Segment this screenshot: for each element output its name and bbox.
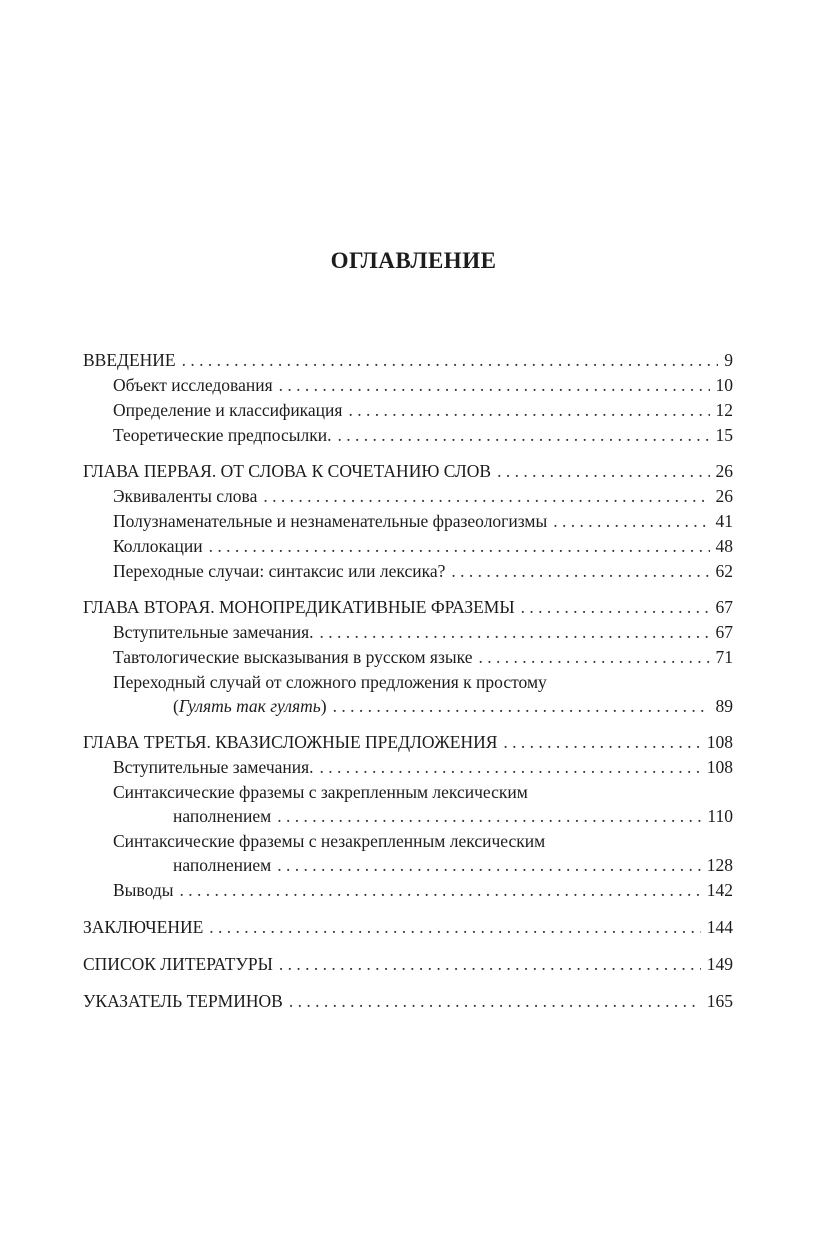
toc-entry-intro[interactable] [83,348,733,373]
dot-leader [348,398,709,423]
toc-entry-label: ВВЕДЕНИЕ [83,350,176,370]
dot-leader [320,620,710,645]
toc-entry-page: 26 [715,461,733,481]
toc-entry-page: 144 [706,917,733,937]
dot-leader [503,730,700,755]
toc-entry-intro-1[interactable] [83,373,733,398]
dot-leader [521,595,710,620]
toc-entry-index[interactable] [83,989,733,1014]
toc-entry-chapter-1-4[interactable] [83,559,733,584]
toc-entry-chapter-3-1[interactable] [83,755,733,780]
dot-leader [320,755,701,780]
dot-leader [279,952,701,977]
dot-leader [451,559,709,584]
toc-entry-page: 26 [715,486,733,506]
paren-open: ( [173,696,179,716]
toc-entry-page: 41 [715,511,733,531]
toc-entry-chapter-2-2[interactable] [83,645,733,670]
toc-entry-label: Вступительные замечания. [113,622,314,642]
toc-entry-label: Переходные случаи: синтаксис или лексика? [113,561,446,581]
dot-leader [497,459,709,484]
table-of-contents [83,348,733,1014]
toc-entry-conclusion[interactable] [83,915,733,940]
toc-entry-page: 62 [715,561,733,581]
dot-leader [279,373,710,398]
toc-entry-label: СПИСОК ЛИТЕРАТУРЫ [83,954,273,974]
dot-leader [479,645,710,670]
toc-entry-chapter-3-2-line1[interactable] [83,780,733,804]
toc-entry-page: 10 [715,375,733,395]
toc-entry-label-continued: наполнением [173,806,272,826]
italic-example: Гулять так гулять [178,696,321,716]
toc-entry-chapter-3-4[interactable] [83,878,733,903]
toc-entry-label: Коллокации [113,536,203,556]
toc-entry-label: Синтаксические фраземы с незакрепленным лексическим [113,831,546,851]
toc-entry-page: 15 [715,425,733,445]
toc-entry-page: 149 [706,954,733,974]
toc-entry-page: 67 [715,622,733,642]
toc-entry-page: 48 [715,536,733,556]
toc-entry-label: Эквиваленты слова [113,486,258,506]
toc-entry-label-continued [173,694,327,719]
toc-entry-page: 9 [724,350,733,370]
toc-entry-chapter-2[interactable] [83,595,733,620]
toc-entry-label: Определение и классификация [113,400,343,420]
toc-entry-chapter-3-3-line1[interactable] [83,829,733,853]
toc-entry-chapter-3[interactable] [83,730,733,755]
dot-leader [182,348,719,373]
toc-entry-label: Выводы [113,880,174,900]
toc-entry-page: 12 [715,400,733,420]
toc-entry-label: УКАЗАТЕЛЬ ТЕРМИНОВ [83,991,283,1011]
toc-entry-label: Теоретические предпосылки. [113,425,332,445]
toc-entry-chapter-2-1[interactable] [83,620,733,645]
toc-entry-chapter-3-2-line2[interactable] [83,804,733,829]
toc-entry-label: ГЛАВА ПЕРВАЯ. ОТ СЛОВА К СОЧЕТАНИЮ СЛОВ [83,461,492,481]
toc-entry-chapter-1[interactable] [83,459,733,484]
toc-entry-page: 67 [715,597,733,617]
toc-entry-chapter-1-2[interactable] [83,509,733,534]
toc-entry-page: 128 [706,855,733,875]
toc-entry-intro-2[interactable] [83,398,733,423]
toc-entry-page: 89 [715,696,733,716]
dot-leader [277,804,701,829]
dot-leader [209,534,710,559]
toc-entry-label: Переходный случай от сложного предложения к простому [113,672,547,692]
dot-leader [337,423,709,448]
page-title: ОГЛАВЛЕНИЕ [330,248,497,273]
toc-entry-page: 108 [706,732,733,752]
toc-entry-label: Синтаксические фраземы с закрепленным лексическим [113,782,528,802]
toc-entry-label: ЗАКЛЮЧЕНИЕ [83,917,204,937]
toc-entry-page: 110 [707,806,733,826]
dot-leader [277,853,701,878]
toc-entry-label: Тавтологические высказывания в русском языке [113,647,473,667]
toc-entry-label: ГЛАВА ТРЕТЬЯ. КВАЗИСЛОЖНЫЕ ПРЕДЛОЖЕНИЯ [83,732,498,752]
dot-leader [263,484,709,509]
toc-entry-page: 165 [706,991,733,1011]
toc-entry-chapter-2-3-line1[interactable] [83,670,733,694]
toc-entry-label: ГЛАВА ВТОРАЯ. МОНОПРЕДИКАТИВНЫЕ ФРАЗЕМЫ [83,597,515,617]
toc-entry-bibliography[interactable] [83,952,733,977]
toc-entry-intro-3[interactable] [83,423,733,448]
dot-leader [289,989,701,1014]
toc-entry-chapter-3-3-line2[interactable] [83,853,733,878]
dot-leader [179,878,700,903]
toc-entry-label: Полузнаменательные и незнаменательные фразеологизмы [113,511,548,531]
toc-entry-page: 108 [706,757,733,777]
dot-leader [209,915,700,940]
dot-leader [333,694,710,719]
toc-entry-label: Вступительные замечания. [113,757,314,777]
toc-entry-label-continued: наполнением [173,855,272,875]
toc-entry-chapter-1-3[interactable] [83,534,733,559]
dot-leader [553,509,709,534]
toc-entry-page: 142 [706,880,733,900]
toc-entry-page: 71 [715,647,733,667]
paren-close: ) [320,696,327,716]
toc-entry-chapter-1-1[interactable] [83,484,733,509]
toc-entry-chapter-2-3-line2[interactable] [83,694,733,719]
toc-entry-label: Объект исследования [113,375,273,395]
